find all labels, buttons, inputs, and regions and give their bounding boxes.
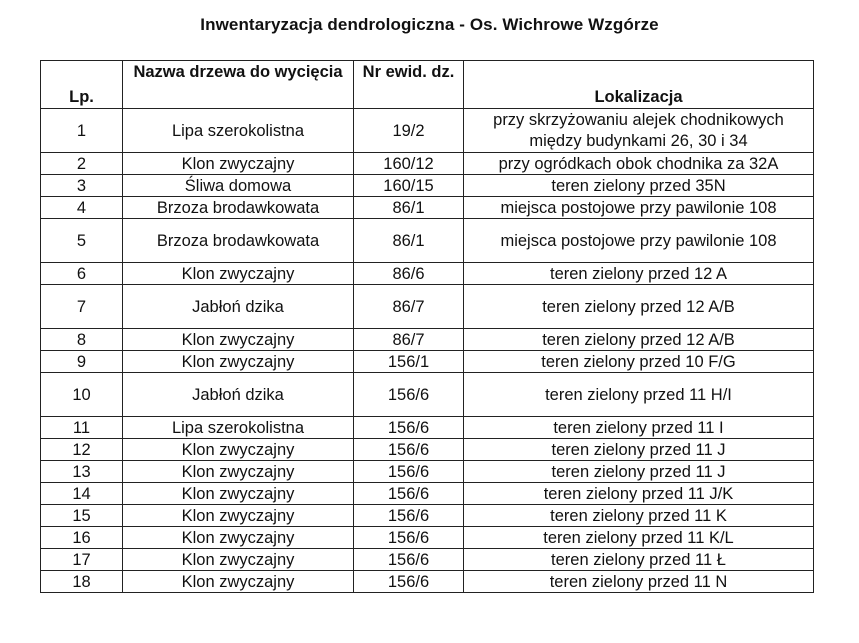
cell-nr: 160/15 (354, 175, 464, 197)
cell-location: teren zielony przed 11 Ł (464, 549, 814, 571)
cell-location: teren zielony przed 11 K/L (464, 527, 814, 549)
cell-name: Śliwa domowa (123, 175, 354, 197)
cell-name: Klon zwyczajny (123, 263, 354, 285)
cell-name: Klon zwyczajny (123, 439, 354, 461)
table-row (41, 197, 814, 219)
cell-lp: 11 (41, 417, 123, 439)
cell-location: teren zielony przed 35N (464, 175, 814, 197)
table-row (41, 461, 814, 483)
cell-location: miejsca postojowe przy pawilonie 108 (464, 219, 814, 263)
cell-name: Lipa szerokolistna (123, 417, 354, 439)
cell-name: Klon zwyczajny (123, 527, 354, 549)
cell-name: Klon zwyczajny (123, 153, 354, 175)
cell-location: teren zielony przed 11 J (464, 461, 814, 483)
cell-lp: 17 (41, 549, 123, 571)
cell-nr: 156/6 (354, 483, 464, 505)
cell-lp: 2 (41, 153, 123, 175)
table-row (41, 153, 814, 175)
cell-lp: 3 (41, 175, 123, 197)
cell-nr: 160/12 (354, 153, 464, 175)
cell-name: Lipa szerokolistna (123, 109, 354, 153)
cell-name: Jabłoń dzika (123, 285, 354, 329)
cell-lp: 6 (41, 263, 123, 285)
page-title: Inwentaryzacja dendrologiczna - Os. Wichrowe Wzgórze (200, 15, 659, 34)
header-location: Lokalizacja (464, 61, 814, 109)
cell-lp: 7 (41, 285, 123, 329)
cell-lp: 18 (41, 571, 123, 593)
header-lp: Lp. (41, 61, 123, 109)
cell-lp: 1 (41, 109, 123, 153)
cell-nr: 86/6 (354, 263, 464, 285)
table-row (41, 351, 814, 373)
cell-lp: 4 (41, 197, 123, 219)
header-nr: Nr ewid. dz. (354, 61, 464, 109)
table-row (41, 373, 814, 417)
cell-nr: 156/6 (354, 571, 464, 593)
table-row (41, 549, 814, 571)
inventory-table (40, 60, 814, 593)
cell-lp: 10 (41, 373, 123, 417)
cell-lp: 9 (41, 351, 123, 373)
cell-nr: 86/7 (354, 329, 464, 351)
cell-nr: 86/1 (354, 197, 464, 219)
cell-lp: 8 (41, 329, 123, 351)
cell-name: Jabłoń dzika (123, 373, 354, 417)
table-row (41, 175, 814, 197)
cell-lp: 5 (41, 219, 123, 263)
cell-nr: 156/6 (354, 439, 464, 461)
table-row (41, 439, 814, 461)
cell-name: Klon zwyczajny (123, 329, 354, 351)
table-row (41, 285, 814, 329)
cell-nr: 156/1 (354, 351, 464, 373)
cell-lp: 13 (41, 461, 123, 483)
cell-location: teren zielony przed 12 A/B (464, 285, 814, 329)
cell-location: teren zielony przed 11 I (464, 417, 814, 439)
table-row (41, 109, 814, 153)
table-header-row (41, 61, 814, 109)
cell-lp: 12 (41, 439, 123, 461)
cell-name: Brzoza brodawkowata (123, 197, 354, 219)
table-row (41, 263, 814, 285)
table-row (41, 483, 814, 505)
cell-location: miejsca postojowe przy pawilonie 108 (464, 197, 814, 219)
cell-name: Klon zwyczajny (123, 351, 354, 373)
cell-location: przy ogródkach obok chodnika za 32A (464, 153, 814, 175)
cell-name: Klon zwyczajny (123, 461, 354, 483)
cell-location: teren zielony przed 11 K (464, 505, 814, 527)
cell-lp: 15 (41, 505, 123, 527)
cell-nr: 156/6 (354, 461, 464, 483)
cell-name: Klon zwyczajny (123, 571, 354, 593)
cell-location: teren zielony przed 11 J/K (464, 483, 814, 505)
cell-nr: 86/1 (354, 219, 464, 263)
cell-name: Brzoza brodawkowata (123, 219, 354, 263)
cell-name: Klon zwyczajny (123, 483, 354, 505)
cell-location: teren zielony przed 10 F/G (464, 351, 814, 373)
cell-nr: 156/6 (354, 373, 464, 417)
cell-lp: 16 (41, 527, 123, 549)
cell-name: Klon zwyczajny (123, 505, 354, 527)
cell-location: teren zielony przed 11 J (464, 439, 814, 461)
table-row (41, 329, 814, 351)
cell-nr: 156/6 (354, 505, 464, 527)
header-name: Nazwa drzewa do wycięcia (123, 61, 354, 109)
cell-nr: 156/6 (354, 417, 464, 439)
cell-lp: 14 (41, 483, 123, 505)
table-row (41, 571, 814, 593)
cell-name: Klon zwyczajny (123, 549, 354, 571)
cell-nr: 86/7 (354, 285, 464, 329)
cell-nr: 156/6 (354, 527, 464, 549)
table-row (41, 527, 814, 549)
cell-nr: 19/2 (354, 109, 464, 153)
cell-location: teren zielony przed 12 A/B (464, 329, 814, 351)
cell-location: teren zielony przed 11 H/I (464, 373, 814, 417)
cell-location: teren zielony przed 11 N (464, 571, 814, 593)
cell-nr: 156/6 (354, 549, 464, 571)
table-row (41, 505, 814, 527)
table-row (41, 219, 814, 263)
cell-location: teren zielony przed 12 A (464, 263, 814, 285)
table-row (41, 417, 814, 439)
cell-location: przy skrzyżowaniu alejek chodnikowych między budynkami 26, 30 i 34 (464, 109, 814, 153)
